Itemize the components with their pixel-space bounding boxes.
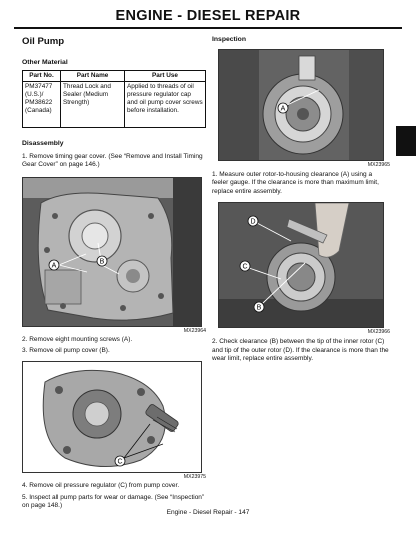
table-header-cell: Part No. [23, 71, 61, 82]
disassembly-step-2: 2. Remove eight mounting screws (A). [22, 335, 133, 343]
table-cell-part-no: PM37477 (U.S.)/ PM38622 (Canada) [23, 82, 61, 128]
left-column [22, 36, 206, 511]
rotor-housing-photo [218, 49, 384, 161]
table-header-row [23, 71, 206, 82]
figure-id: MX23964 [183, 327, 206, 334]
table-header-cell: Part Use [125, 71, 206, 82]
right-column [212, 36, 390, 363]
callout-label: A [51, 262, 57, 270]
table-cell-part-name: Thread Lock and Sealer (Medium Strength) [61, 82, 125, 128]
inspection-heading: Inspection [212, 36, 246, 43]
title-rule [14, 27, 402, 29]
other-material-table [22, 70, 206, 128]
page-title: ENGINE - DIESEL REPAIR [115, 8, 301, 24]
callout-label: B [99, 258, 105, 266]
table-cell-part-use: Applied to threads of oil pressure regulator cap and oil pump cover screws before installation. [125, 82, 206, 128]
other-material-heading: Other Material [22, 59, 68, 66]
disassembly-heading: Disassembly [22, 140, 64, 147]
disassembly-step-3: 3. Remove oil pump cover (B). [22, 347, 110, 355]
figure-id: MX23965 [367, 162, 390, 168]
page-footer: Engine - Diesel Repair - 147 [166, 509, 250, 516]
inspection-step-2: 2. Check clearance (B) between the tip of the inner rotor (C) and tip of the outer rotor (D). If the clearance is more than the wear limit, replace entire assembly. [212, 338, 389, 363]
timing-cover-photo [22, 177, 202, 327]
table-row [23, 82, 206, 128]
figure-id: MX23975 [183, 473, 206, 480]
disassembly-step-1: 1. Remove timing gear cover. (See “Remove and Install Timing Gear Cover” on page 146.) [22, 153, 203, 169]
disassembly-step-4: 4. Remove oil pressure regulator (C) from pump cover. [22, 481, 180, 489]
rotor-tip-clearance-photo [218, 202, 384, 328]
figure-id: MX23966 [367, 329, 390, 336]
inspection-step-1: 1. Measure outer rotor-to-housing clearance (A) using a feeler gauge. If the clearance is more than maximum limit, replace entire assembly. [212, 171, 379, 195]
disassembly-step-5: 5. Inspect all pump parts for wear or damage. (See “Inspection” on page 148.) [22, 494, 205, 510]
callout-label: C [242, 263, 248, 271]
callout-label: C [117, 458, 123, 466]
callout-label: D [250, 218, 256, 226]
pump-cover-photo [22, 361, 202, 473]
callout-label: A [280, 105, 286, 113]
table-header-cell: Part Name [61, 71, 125, 82]
callout-label: B [256, 304, 262, 312]
section-tab-marker [396, 126, 416, 156]
section-title: Oil Pump [22, 36, 65, 47]
